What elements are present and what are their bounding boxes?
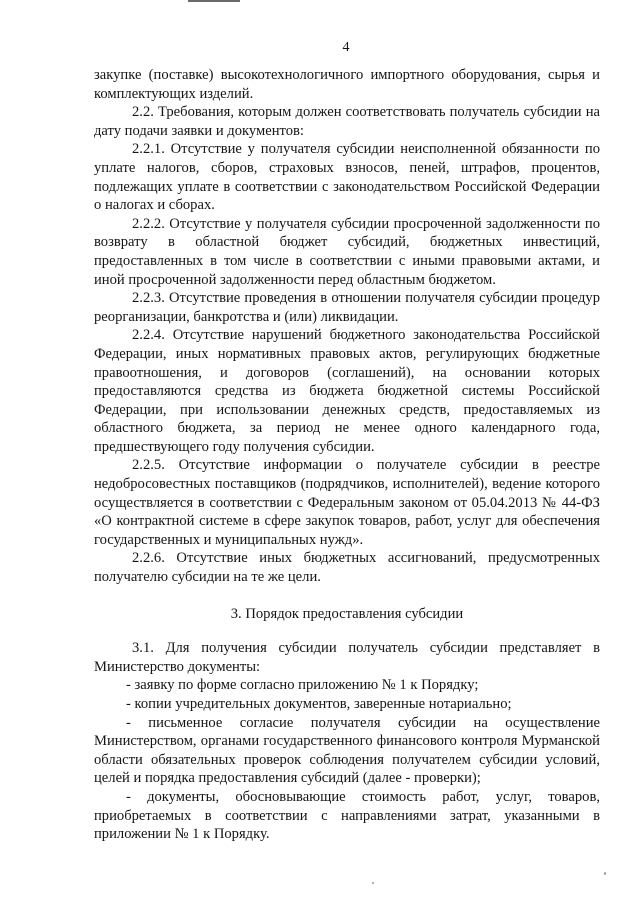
scan-speck [372, 882, 374, 884]
list-item-consent: - письменное согласие получателя субсидии на осуществление Министерством, органами государственного финансового контроля Мурманской области обязательных проверок соблюдения получателем субсидии условий, целей и порядка предоставления субсидий (далее - проверки); [94, 714, 600, 787]
paragraph-3-1: 3.1. Для получения субсидии получатель субсидии представляет в Министерство документы: [94, 640, 600, 675]
document-body [94, 66, 600, 844]
paragraph-2-2: 2.2. Требования, которым должен соответствовать получатель субсидии на дату подачи заявки и документов: [94, 104, 600, 139]
page-number: 4 [342, 40, 350, 55]
section-heading: 3. Порядок предоставления субсидии [230, 605, 464, 622]
paragraph-2-2-3: 2.2.3. Отсутствие проведения в отношении получателя субсидии процедур реорганизации, банкротства и (или) ликвидации. [94, 290, 600, 325]
list-item-application: - заявку по форме согласно приложению № 1 к Порядку; [126, 677, 479, 694]
paragraph-2-2-1: 2.2.1. Отсутствие у получателя субсидии неисполненной обязанности по уплате налогов, сборов, страховых взносов, пеней, штрафов, процентов, подлежащих уплате в соответствии с законодательством Российской Федерации о налогах и сборах. [94, 141, 600, 214]
paragraph-2-2-2: 2.2.2. Отсутствие у получателя субсидии просроченной задолженности по возврату в областной бюджет субсидий, бюджетных инвестиций, предоставленных в том числе в соответствии с иными правовыми актами, и иной просроченной задолженности перед областным бюджетом. [94, 215, 600, 288]
scan-mark [188, 0, 240, 2]
list-item-cost-documents: - документы, обосновывающие стоимость работ, услуг, товаров, приобретаемых в соответствии с направлениями затрат, указанными в приложении № 1 к Порядку. [94, 788, 600, 843]
scan-speck [604, 872, 606, 875]
paragraph-continuation: закупке (поставке) высокотехнологичного импортного оборудования, сырья и комплектующих изделий. [94, 67, 600, 102]
paragraph-2-2-5: 2.2.5. Отсутствие информации о получателе субсидии в реестре недобросовестных поставщиков (подрядчиков, исполнителей), ведение которого осуществляется в соответствии с Федеральным законом от 05.04.2013 № 44-ФЗ «О контрактной системе в сфере закупок товаров, работ, услуг для обеспечения государственных и муниципальных нужд». [94, 457, 600, 548]
paragraph-2-2-6: 2.2.6. Отсутствие иных бюджетных ассигнований, предусмотренных получателю субсидии на те же цели. [94, 550, 600, 586]
paragraph-2-2-4: 2.2.4. Отсутствие нарушений бюджетного законодательства Российской Федерации, иных нормативных правовых актов, регулирующих бюджетные правоотношения, и договоров (соглашений), на основании которых предоставляются средства из бюджета бюджетной системы Российской Федерации, при использовании денежных средств, предоставляемых из областного бюджета, за период не менее одного календарного года, предшествующего году получения субсидии. [94, 327, 600, 455]
list-item-copies: - копии учредительных документов, заверенные нотариально; [126, 696, 512, 712]
